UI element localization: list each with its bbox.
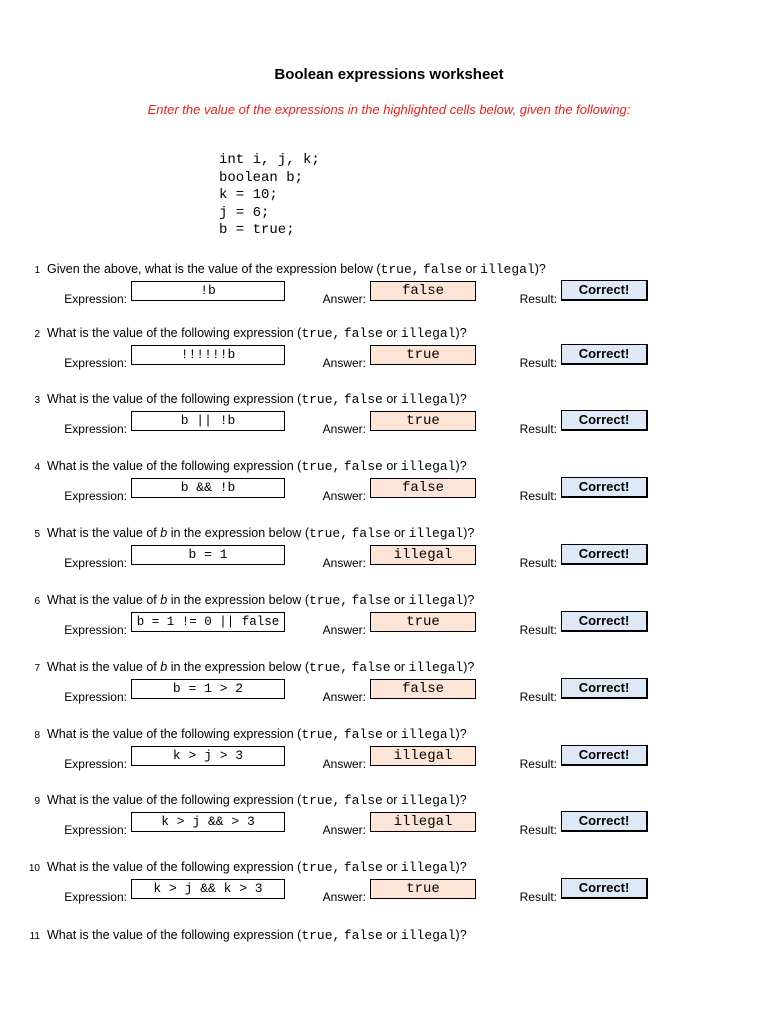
- expression-cell: b = 1 != 0 || false: [131, 612, 285, 632]
- answer-cell[interactable]: illegal: [370, 812, 476, 832]
- result-cell: Correct!: [561, 280, 648, 301]
- question-11: [0, 928, 768, 988]
- answer-cell[interactable]: false: [370, 679, 476, 699]
- question-text: Given the above, what is the value of the expression below (true, false or illegal)?: [47, 262, 546, 277]
- expression-cell: !b: [131, 281, 285, 301]
- question-number: 8: [34, 730, 40, 741]
- question-text: What is the value of the following expression (true, false or illegal)?: [47, 392, 467, 407]
- question-text: What is the value of b in the expression below (true, false or illegal)?: [47, 593, 475, 608]
- answer-label: Answer:: [322, 556, 366, 570]
- question-4: [0, 459, 768, 519]
- code-line: int i, j, k;: [219, 152, 320, 168]
- expression-label: Expression:: [64, 890, 127, 904]
- result-label: Result:: [519, 489, 557, 503]
- expression-cell: b = 1 > 2: [131, 679, 285, 699]
- expression-cell: b && !b: [131, 478, 285, 498]
- expression-label: Expression:: [64, 489, 127, 503]
- result-cell: Correct!: [561, 544, 648, 565]
- code-line: j = 6;: [219, 204, 270, 221]
- question-text: What is the value of the following expression (true, false or illegal)?: [47, 459, 467, 474]
- question-2: [0, 326, 768, 386]
- result-label: Result:: [519, 690, 557, 704]
- question-6: [0, 593, 768, 653]
- answer-cell[interactable]: true: [370, 411, 476, 431]
- expression-label: Expression:: [64, 623, 127, 637]
- question-text: What is the value of the following expression (true, false or illegal)?: [47, 727, 467, 742]
- result-cell: Correct!: [561, 410, 648, 431]
- answer-label: Answer:: [322, 823, 366, 837]
- question-text: What is the value of b in the expression below (true, false or illegal)?: [47, 660, 475, 675]
- question-number: 5: [34, 529, 40, 540]
- expression-label: Expression:: [64, 690, 127, 704]
- question-number: 11: [29, 931, 40, 942]
- question-8: [0, 727, 768, 787]
- result-cell: Correct!: [561, 878, 648, 899]
- answer-cell[interactable]: false: [370, 478, 476, 498]
- expression-cell: b = 1: [131, 545, 285, 565]
- result-label: Result:: [519, 292, 557, 306]
- question-number: 7: [34, 663, 40, 674]
- result-label: Result:: [519, 623, 557, 637]
- result-label: Result:: [519, 890, 557, 904]
- code-line: boolean b;: [219, 169, 304, 186]
- expression-label: Expression:: [64, 757, 127, 771]
- answer-cell[interactable]: false: [370, 281, 476, 301]
- expression-label: Expression:: [64, 292, 127, 306]
- question-number: 10: [28, 863, 40, 874]
- code-block: [219, 152, 320, 240]
- result-cell: Correct!: [561, 344, 648, 365]
- expression-cell: k > j && > 3: [131, 812, 285, 832]
- answer-cell[interactable]: true: [370, 612, 476, 632]
- answer-cell[interactable]: illegal: [370, 545, 476, 565]
- expression-cell: b || !b: [131, 411, 285, 431]
- question-9: [0, 793, 768, 853]
- result-cell: Correct!: [561, 678, 648, 699]
- question-text: What is the value of b in the expression below (true, false or illegal)?: [47, 526, 475, 541]
- worksheet-title: Boolean expressions worksheet: [274, 66, 504, 83]
- answer-label: Answer:: [322, 292, 366, 306]
- question-7: [0, 660, 768, 720]
- answer-cell[interactable]: true: [370, 879, 476, 899]
- result-cell: Correct!: [561, 611, 648, 632]
- question-text: What is the value of the following expression (true, false or illegal)?: [47, 928, 467, 943]
- result-label: Result:: [519, 556, 557, 570]
- expression-label: Expression:: [64, 422, 127, 436]
- question-3: [0, 392, 768, 452]
- question-text: What is the value of the following expression (true, false or illegal)?: [47, 793, 467, 808]
- result-label: Result:: [519, 823, 557, 837]
- question-number: 4: [34, 462, 40, 473]
- result-label: Result:: [519, 422, 557, 436]
- answer-label: Answer:: [322, 489, 366, 503]
- result-cell: Correct!: [561, 811, 648, 832]
- answer-label: Answer:: [322, 757, 366, 771]
- question-number: 9: [34, 796, 40, 807]
- result-label: Result:: [519, 757, 557, 771]
- expression-label: Expression:: [64, 556, 127, 570]
- answer-cell[interactable]: illegal: [370, 746, 476, 766]
- answer-label: Answer:: [322, 890, 366, 904]
- question-10: [0, 860, 768, 920]
- question-number: 3: [34, 395, 40, 406]
- question-5: [0, 526, 768, 586]
- answer-cell[interactable]: true: [370, 345, 476, 365]
- result-cell: Correct!: [561, 745, 648, 766]
- result-label: Result:: [519, 356, 557, 370]
- answer-label: Answer:: [322, 623, 366, 637]
- instructions: Enter the value of the expressions in the highlighted cells below, given the following:: [147, 102, 631, 117]
- expression-cell: k > j && k > 3: [131, 879, 285, 899]
- answer-label: Answer:: [322, 356, 366, 370]
- question-number: 1: [34, 265, 40, 276]
- answer-label: Answer:: [322, 690, 366, 704]
- expression-label: Expression:: [64, 823, 127, 837]
- question-1: [0, 262, 768, 322]
- code-line: b = true;: [219, 222, 295, 239]
- answer-label: Answer:: [322, 422, 366, 436]
- result-cell: Correct!: [561, 477, 648, 498]
- expression-cell: k > j > 3: [131, 746, 285, 766]
- question-number: 2: [34, 329, 40, 340]
- question-text: What is the value of the following expression (true, false or illegal)?: [47, 860, 467, 875]
- question-number: 6: [34, 596, 40, 607]
- code-line: k = 10;: [219, 187, 278, 204]
- expression-label: Expression:: [64, 356, 127, 370]
- question-text: What is the value of the following expression (true, false or illegal)?: [47, 326, 467, 341]
- expression-cell: !!!!!!b: [131, 345, 285, 365]
